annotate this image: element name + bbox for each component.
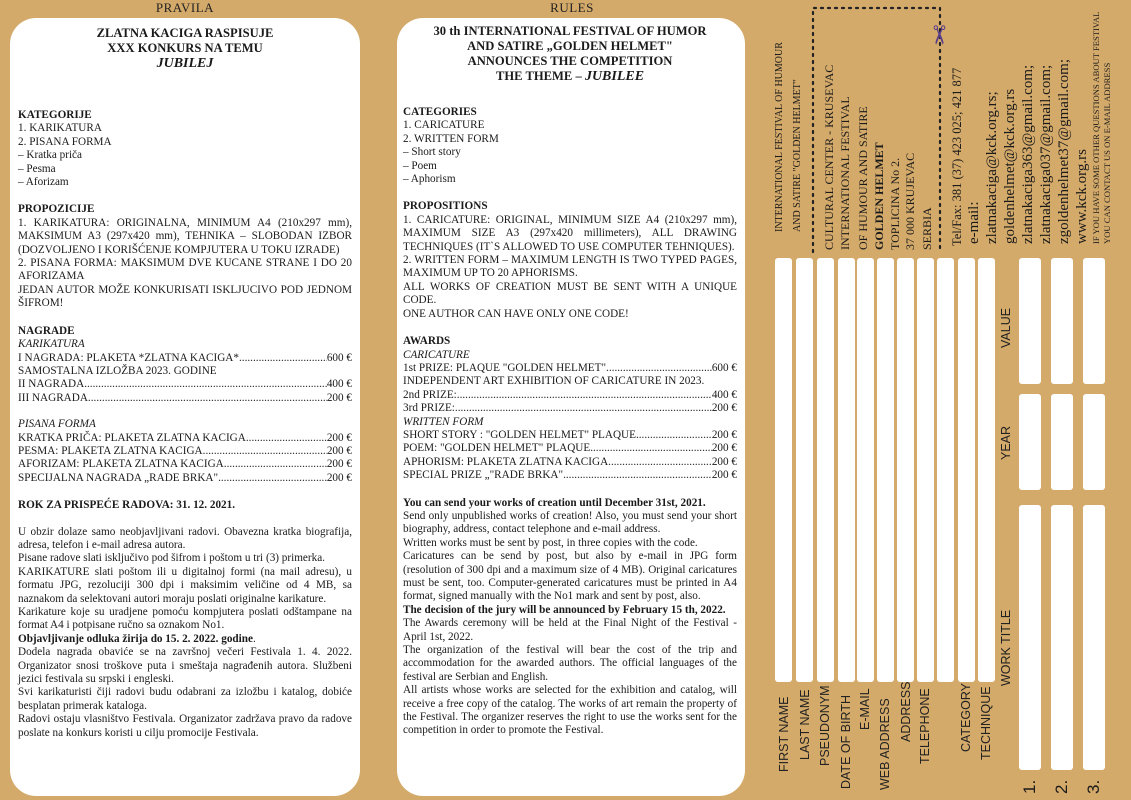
award-row: III NAGRADA ..... 200 €	[18, 392, 352, 405]
body-paragraph: The organization of the festival will bear the cost of the trip and accommodation for the awarded authors. The official languages of the festival are Serbian and English.	[403, 644, 737, 683]
row1-year-cell[interactable]	[1019, 394, 1041, 490]
left-title-line: ZLATNA KACIGA RASPISUJE	[96, 26, 274, 40]
award-subheading: WRITTEN FORM	[403, 415, 484, 428]
body-paragraph: Karikature koje su uradjene pomoću kompjutera poslati odštampane na format A4 i potpisane ručno sa oznakom No1.	[18, 606, 352, 632]
award-subheading: KARIKATURA	[18, 338, 85, 351]
contact-note: YOU CAN CONTACT US ON E-MAIL ADDRESS	[1102, 62, 1112, 244]
column-header-value: VALUE	[999, 307, 1013, 348]
field-label: TECHNIQUE	[979, 686, 993, 760]
address-line: CULTURAL CENTER - KRUSEVAC	[822, 64, 836, 250]
address-field[interactable]	[897, 258, 914, 682]
row3-title-cell[interactable]	[1083, 505, 1105, 770]
category-item: 2. WRITTEN FORM	[403, 132, 499, 145]
award-row: I NAGRADA: PLAKETA *ZLATNA KACIGA* ..... 600 €	[18, 352, 352, 365]
row3-year-cell[interactable]	[1083, 394, 1105, 490]
jury-line: The decision of the jury will be announced by February 15 th, 2022.	[403, 603, 726, 616]
middle-title-line: 30 th INTERNATIONAL FESTIVAL OF HUMOR	[433, 24, 707, 38]
body-paragraph: Written works must be sent by post, in three copies with the code.	[403, 536, 698, 549]
body-paragraph: Caricatures can be send by post, but also by e-mail in JPG form (resolution of 300 dpi and a maximum size of 4 MB). Original caricatures must be sent, too. Computer-generated caricatures must be printed in A4 format, signed manually with the No1 mark and sent by post, also.	[403, 550, 737, 603]
proposition: ONE AUTHOR CAN HAVE ONLY ONE CODE!	[403, 307, 629, 320]
email-address[interactable]: goldenhelmet@kck.org.rs	[1002, 88, 1018, 244]
row-number: 2.	[1052, 779, 1071, 794]
award-row: II NAGRADA ..... 400 €	[18, 378, 352, 391]
column-header-work-title: WORK TITLE	[999, 609, 1013, 686]
email-label: e-mail:	[966, 201, 982, 244]
left-theme: JUBILEJ	[156, 56, 214, 71]
award-row: APHORISM: PLAKETA ZLATNA KACIGA ..... 200 €	[403, 456, 737, 469]
left-awards-heading: NAGRADE	[18, 324, 75, 337]
left-title-line: XXX KONKURS NA TEMU	[107, 41, 263, 55]
award-row: 2nd PRIZE: ..... 400 €	[403, 389, 737, 402]
category-item: – Poem	[403, 159, 437, 172]
field-label: TELEPHONE	[918, 688, 932, 764]
field-label: LAST NAME	[798, 689, 812, 760]
row1-title-cell[interactable]	[1019, 505, 1041, 770]
award-row: 1st PRIZE: PLAQUE "GOLDEN HELMET" ..... 600 €	[403, 362, 737, 375]
category-item: 1. CARICATURE	[403, 119, 485, 132]
proposition: 1. CARICATURE: ORIGINAL, MINIMUM SIZE A4 (210x297 mm), MAXIMUM SIZE A3 (297x420 millimeters), ALL DRAWING TECHNIQUES (IT`S ALLOWED TO USE COMPUTER TEHNIQUES).	[403, 213, 737, 253]
address-line: OF HUMOUR AND SATIRE	[856, 106, 870, 250]
award-row: SPECIJALNA NAGRADA „RADE BRKA" ..... 200 €	[18, 472, 352, 485]
body-paragraph: The Awards ceremony will be held at the Final Night of the Festival - April 1st, 2022.	[403, 617, 737, 643]
jury-line: Objavljivanje odluka žirija do 15. 2. 2022. godine.	[18, 632, 256, 645]
category-field[interactable]	[958, 258, 975, 682]
award-row: 3rd PRIZE: ..... 200 €	[403, 402, 737, 415]
proposition: 2. WRITTEN FORM – MAXIMUM LENGTH IS TWO TYPED PAGES, MAXIMUM UP TO 20 APHORISMS.	[403, 254, 737, 280]
award-exhibition: SAMOSTALNA IZLOŽBA 2023. GODINE	[18, 364, 217, 377]
proposition: ALL WORKS OF CREATION MUST BE SENT WITH A UNIQUE CODE.	[403, 280, 737, 307]
header-left: PRAVILA	[155, 0, 215, 15]
row3-value-cell[interactable]	[1083, 258, 1105, 384]
category-item: – Aphorism	[403, 173, 456, 186]
telephone-field[interactable]	[917, 258, 934, 682]
middle-title-line: AND SATIRE „GOLDEN HELMET"	[467, 39, 673, 53]
email-address[interactable]: zlatnakaciga037@gmail.com;	[1038, 64, 1054, 244]
row2-value-cell[interactable]	[1051, 258, 1073, 384]
award-subheading: PISANA FORMA	[18, 418, 96, 431]
body-paragraph: U obzir dolaze samo neobjavljivani radovi. Obavezna kratka biografija, adresa, telefon i e-mail adresa autora.	[18, 525, 352, 551]
date-of-birth-field[interactable]	[838, 258, 855, 682]
address-line: GOLDEN HELMET	[872, 142, 886, 250]
middle-theme-line: THE THEME – JUBILEE	[495, 69, 645, 84]
left-propositions-heading: PROPOZICIJE	[18, 203, 95, 216]
body-paragraph: Radovi ostaju vlasništvo Festivala. Organizator zadržava pravo da radove poslate na konkurs koristi u cilju promocije Festivala.	[18, 713, 352, 739]
middle-awards-heading: AWARDS	[403, 335, 451, 348]
proposition: 1. KARIKATURA: ORIGINALNA, MINIMUM A4 (210x297 mm), MAKSIMUM A3 (297x420 mm), TEHNIKA – SLOBODAN IZBOR (DOZVOLJENO I KORIŠĆENJE KOMPJUTERA U TOKU IZRADE)	[18, 216, 352, 256]
award-row: PESMA: PLAKETA ZLATNA KACIGA ..... 200 €	[18, 445, 352, 458]
award-row: SPECIAL PRIZE „"RADE BRKA" ..... 200 €	[403, 469, 737, 482]
last-name-field[interactable]	[796, 258, 813, 682]
left-categories-heading: KATEGORIJE	[18, 109, 92, 121]
award-row: KRATKA PRIČA: PLAKETA ZLATNA KACIGA ..... 200 €	[18, 432, 352, 445]
award-subheading: CARICATURE	[403, 348, 470, 361]
address-line: SERBIA	[920, 207, 934, 250]
body-paragraph: Send only unpublished works of creation! Also, you must send your short biography, address, contact telephone and e-mail address.	[403, 509, 737, 536]
category-item: 2. PISANA FORMA	[18, 135, 112, 148]
field-label: WEB ADDRESS	[878, 698, 892, 790]
web-address-field[interactable]	[877, 258, 894, 682]
address-line: TOPLICINA No 2.	[888, 157, 902, 250]
field-label: DATE OF BIRTH	[839, 695, 853, 789]
row1-value-cell[interactable]	[1019, 258, 1041, 384]
award-row: AFORIZAM: PLAKETA ZLATNA KACIGA ..... 200 €	[18, 458, 352, 471]
pseudonym-field[interactable]	[817, 258, 834, 682]
column-header-year: YEAR	[999, 425, 1013, 460]
field-label: E-MAIL	[858, 688, 872, 730]
address-line: INTERNATIONAL FESTIVAL	[838, 96, 852, 250]
category-item: – Pesma	[18, 162, 56, 175]
proposition: JEDAN AUTOR MOŽE KONKURISATI ISKLJUCIVO POD JEDNOM ŠIFROM!	[18, 283, 352, 310]
category-item: – Short story	[403, 146, 461, 159]
middle-title-line: ANNOUNCES THE COMPETITION	[467, 54, 673, 68]
address-line: 37 000 KRUJEVAC	[903, 152, 917, 250]
phone-number: Tel/Fax: 381 (37) 423 025; 421 877	[950, 67, 964, 246]
award-row: POEM: "GOLDEN HELMET" PLAQUE ..... 200 €	[403, 442, 737, 455]
row-number: 1.	[1020, 779, 1039, 794]
field-label: FIRST NAME	[777, 696, 791, 772]
email-address[interactable]: zlatnakaciga@kck.org.rs;	[984, 91, 1000, 244]
middle-propositions-heading: PROPOSITIONS	[403, 200, 488, 213]
category-item: – Aforizam	[18, 176, 69, 189]
technique-field[interactable]	[978, 258, 995, 682]
scissors-icon: ✂	[923, 24, 953, 46]
row2-year-cell[interactable]	[1051, 394, 1073, 490]
first-name-field[interactable]	[775, 258, 792, 682]
body-paragraph: Dodela nagrada obaviće se na završnoj večeri Festivala 1. 4. 2022. Organizator snosi troškove puta i smeštaja nagrađenih autora. Službeni jezici festivala su srpski i engleski.	[18, 646, 352, 686]
field-label: ADDRESS	[899, 681, 913, 742]
field-label: PSEUDONYM	[818, 685, 832, 766]
contact-note: IF YOU HAVE SOME OTHER QUESTIONS ABOUT FESTIVAL	[1091, 11, 1101, 244]
proposition: 2. PISANA FORMA: MAKSIMUM DVE KUCANE STRANE I DO 20 AFORIZAMA	[18, 257, 352, 283]
row-number: 3.	[1084, 779, 1103, 794]
body-paragraph: Svi karikaturisti čiji radovi budu odabrani za izložbu i katalog, dobiće besplatan primerak kataloga.	[18, 686, 352, 712]
website-link[interactable]: www.kck.org.rs	[1074, 149, 1090, 244]
middle-categories-heading: CATEGORIES	[403, 106, 477, 118]
body-paragraph: KARIKATURE slati poštom ili u digitalnoj formi (na mail adresu), u formatu JPG, rezoluciji 300 dpi i maksimim veličine od 4 MB, sa naznakom da selektovani autori moraju poslati originalne karikature.	[18, 565, 352, 605]
extra-field[interactable]	[937, 258, 954, 682]
email-field[interactable]	[857, 258, 874, 682]
field-label: CATEGORY	[959, 683, 973, 752]
address-line: INTERNATIONAL FESTIVAL OF HUMOUR	[774, 42, 785, 232]
award-exhibition: INDEPENDENT ART EXHIBITION OF CARICATURE IN 2023.	[403, 375, 705, 388]
category-item: – Kratka priča	[18, 149, 82, 162]
award-row: SHORT STORY : "GOLDEN HELMET" PLAQUE ..... 200 €	[403, 429, 737, 442]
body-paragraph: Pisane radove slati isključivo pod šifrom i poštom u tri (3) primerka.	[18, 552, 325, 565]
header-middle: RULES	[550, 0, 594, 15]
row2-title-cell[interactable]	[1051, 505, 1073, 770]
address-line: AND SATIRE "GOLDEN HELMET"	[792, 79, 803, 232]
category-item: 1. KARIKATURA	[18, 122, 102, 135]
body-paragraph: All artists whose works are selected for the exhibition and catalog, will receive a free copy of the catalog. The works of art remain the property of the Festival. The organizer reserves the right to use the works sent for the competition in order to promote the Festival.	[403, 684, 737, 737]
email-address[interactable]: zlatnakaciga363@gmail.com;	[1020, 64, 1036, 244]
middle-deadline: You can send your works of creation until December 31st, 2021.	[403, 496, 706, 509]
left-deadline: ROK ZA PRISPEĆE RADOVA: 31. 12. 2021.	[18, 499, 236, 512]
email-address[interactable]: zgoldenhelmet37@gmail.com;	[1056, 58, 1072, 244]
